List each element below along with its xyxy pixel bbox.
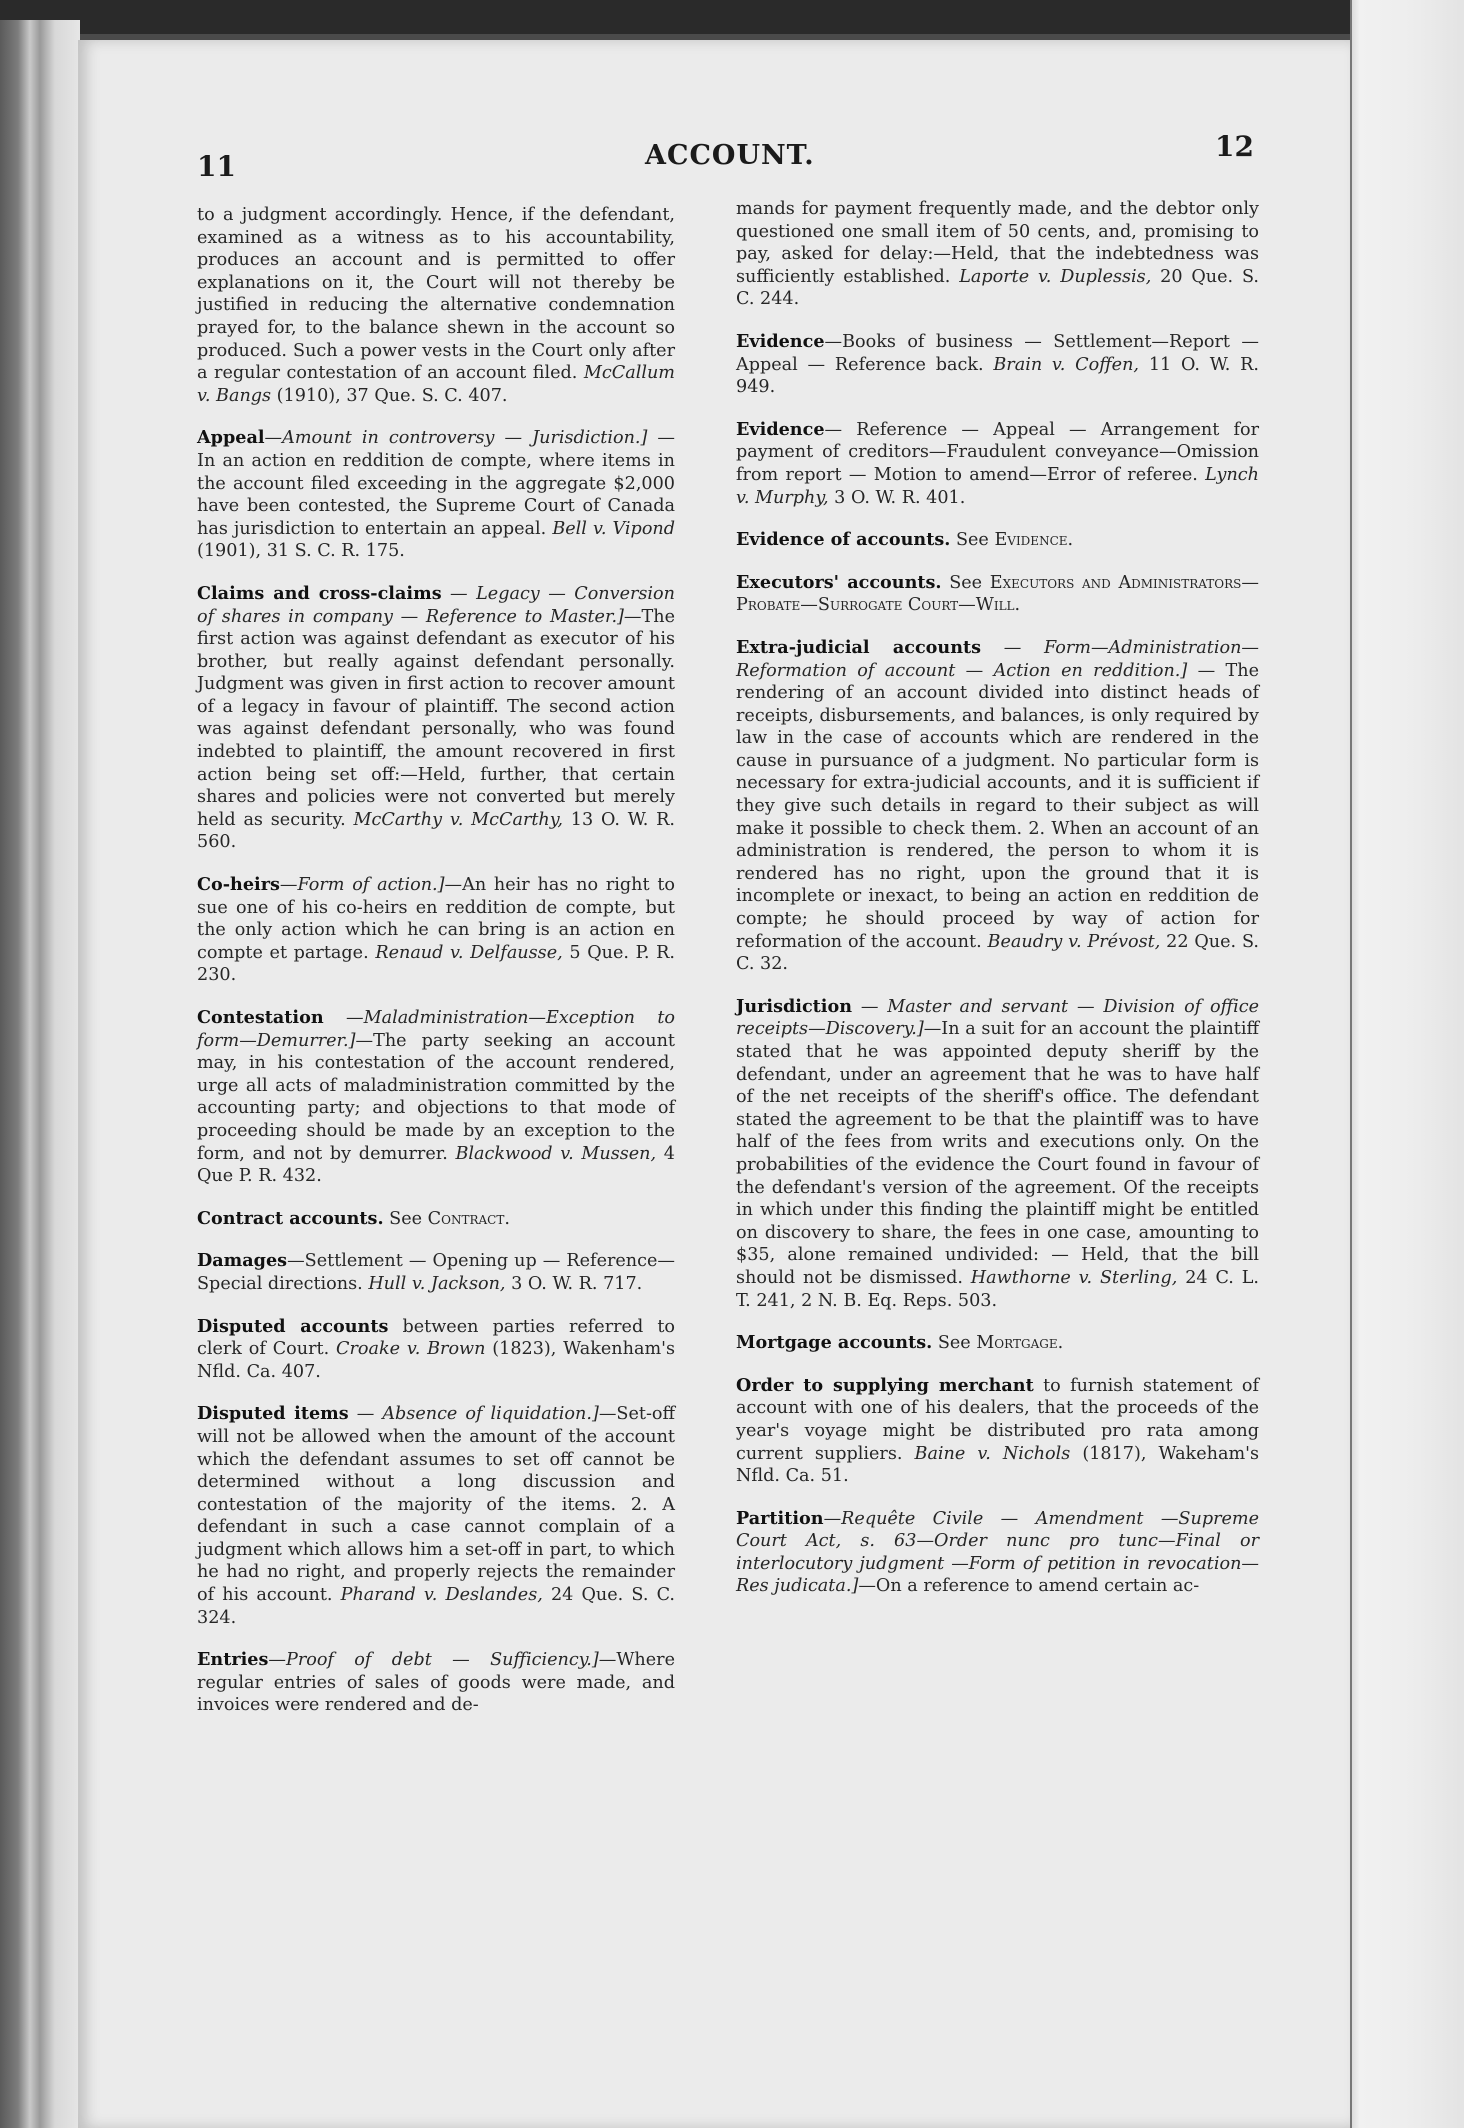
entry-text: —Set-off will not be allowed when the amount of the account which the defendant assumes to set off cannot be determined without a long discussion and contestation of the majority of the items. 2. A defendant in such a case cannot complain of a judgment which allows him a set-off in part, to which he had no right, and properly rejects the remainder of his account.: [197, 1404, 675, 1606]
entry-heading: Claims and cross-claims: [197, 582, 442, 604]
right-page-number: 12: [1215, 130, 1254, 163]
case-name: Brain v. Coffen,: [993, 354, 1140, 375]
digest-entry: [197, 1250, 675, 1295]
citation: 13 O. W. R. 560.: [197, 809, 675, 853]
entry-heading: Appeal: [197, 427, 265, 449]
cross-reference: Mortgage.: [976, 1333, 1064, 1354]
digest-entry: [197, 1208, 675, 1231]
entry-text: mands for payment frequently made, and the debtor only questioned one small item of 50 cents, and, promising to pay, asked for delay:—Held, that the indebtedness was sufficiently established.: [736, 199, 1259, 287]
citation: 3 O. W. R. 401.: [828, 487, 966, 508]
citation: (1823), Wakenham's Nfld. Ca. 407.: [197, 1339, 675, 1382]
entry-text: to a judgment accordingly. Hence, if the defendant, examined as a witness as to his accountability, produces an account and is permitted to offer explanations on it, the Court will not thereby be justified in reducing the alternative condemnation prayed for, to the balance shewn in the account so produced. Such a power vests in the Court only after a regular contestation of an account filed.: [197, 205, 675, 384]
entry-heading: Contestation: [197, 1007, 324, 1028]
case-name: Hawthorne v. Sterling,: [970, 1267, 1178, 1288]
citation: 5 Que. P. R. 230.: [197, 942, 675, 986]
digest-entry: [736, 1375, 1259, 1488]
entry-subject: —Amount in controversy — Jurisdiction.]: [264, 428, 648, 449]
entry-heading: Executors' accounts.: [736, 571, 942, 593]
case-name: Lynch v. Murphy,: [736, 464, 1259, 508]
left-page-number: 11: [197, 150, 236, 183]
digest-entry: [197, 874, 675, 987]
entry-subject: —Form of action.]: [279, 875, 445, 896]
entry-heading: Damages: [197, 1250, 288, 1272]
citation: 22 Que. S. C. 32.: [736, 931, 1259, 975]
continued-paragraph: [736, 198, 1259, 311]
entry-text: —Where regular entries of sales of goods were made, and invoices were rendered and de-: [197, 1650, 675, 1716]
entry-subject: —Proof of debt — Sufficiency.]: [268, 1650, 599, 1671]
digest-entry: [197, 1649, 675, 1717]
citation: 4 Que P. R. 432.: [197, 1143, 675, 1187]
entry-heading: Contract accounts.: [197, 1207, 384, 1229]
case-name: Bell v. Vipond: [552, 518, 675, 539]
left-column: [197, 204, 675, 1737]
entry-text: See: [932, 1333, 977, 1354]
book-spine-edge: [0, 20, 80, 2128]
entry-text: —An heir has no right to sue one of his co-heirs en reddition de compte, but the only action which he can bring is an action en compte et partage.: [197, 875, 675, 963]
entry-heading: Extra-judicial accounts: [736, 636, 982, 658]
entry-text: — In an action en reddition de compte, where items in the account filed exceeding in the aggregate $2,000 have been contested, the Supreme Court of Canada has jurisdiction to entertain an appeal.: [197, 428, 675, 539]
digest-entry: [736, 637, 1259, 976]
running-head: ACCOUNT.: [645, 140, 815, 171]
case-name: McCallum v. Bangs: [197, 363, 675, 406]
digest-entry: [197, 1403, 675, 1629]
citation: (1901), 31 S. C. R. 175.: [197, 541, 405, 562]
case-name: Beaudry v. Prévost,: [987, 931, 1161, 952]
continued-paragraph: [197, 204, 675, 407]
entry-heading: Partition: [736, 1507, 824, 1529]
case-name: Blackwood v. Mussen,: [455, 1143, 657, 1164]
cross-reference: Evidence.: [994, 530, 1074, 551]
case-name: Hull v. Jackson,: [368, 1273, 506, 1294]
entry-subject: —Maladministration—Exception to form—Demurrer.]: [197, 1008, 675, 1051]
digest-entry: [736, 572, 1259, 617]
entry-heading: Order to supplying merchant: [736, 1374, 1034, 1396]
entry-heading: Evidence: [736, 330, 825, 352]
digest-entry: [736, 331, 1259, 399]
entry-subject: — Absence of liquidation.]: [348, 1404, 599, 1425]
entry-text: between parties referred to clerk of Court.: [197, 1316, 675, 1360]
digest-entry: [197, 1316, 675, 1384]
cross-reference: Executors and Administrators—Probate—Surrogate Court—Will.: [736, 572, 1259, 616]
citation: 24 C. L. T. 241, 2 N. B. Eq. Reps. 503.: [736, 1267, 1260, 1311]
case-name: Pharand v. Deslandes,: [340, 1585, 543, 1606]
cross-reference: Contract.: [427, 1208, 510, 1229]
citation: (1817), Wakeham's Nfld. Ca. 51.: [736, 1443, 1259, 1487]
citation: 20 Que. S. C. 244.: [736, 266, 1259, 310]
entry-text: —On a reference to amend certain ac-: [858, 1576, 1200, 1597]
entry-text: — Reference — Appeal — Arrangement for payment of creditors—Fraudulent conveyance—Omission from report — Motion to amend—Error of referee.: [736, 419, 1259, 485]
case-name: Renaud v. Delfausse,: [375, 942, 563, 963]
entry-subject: —Requête Civile — Amendment —Supreme Court Act, s. 63—Order nunc pro tunc—Final or interlocutory judgment —Form of petition in revocation—Res judicata.]: [736, 1508, 1259, 1597]
scan-border: [0, 0, 1464, 34]
citation: 3 O. W. R. 717.: [505, 1273, 643, 1294]
entry-heading: Co-heirs: [197, 874, 280, 896]
entry-heading: Evidence: [736, 418, 825, 440]
entry-heading: Jurisdiction: [736, 995, 853, 1017]
right-column: [736, 198, 1259, 1618]
entry-text: —The party seeking an account may, in his contestation of the account rendered, urge all acts of maladministration committed by the accounting party; and objections to that mode of proceeding should be made by an exception to the form, and not by demurrer.: [197, 1030, 675, 1164]
entry-text: — The rendering of an account divided into distinct heads of receipts, disbursements, and balances, is only required by law in the case of accounts which are rendered in the cause in pursuance of a judgment. No particular form is necessary for extra-judicial accounts, and it is sufficient if they give such details in regard to their subject as will make it possible to check them. 2. When an account of an administration is rendered, the person to whom it is rendered has no right, upon the ground that it is incomplete or inexact, to being an action en reddition de compte; he should proceed by way of action for reformation of the account.: [736, 660, 1259, 952]
citation: 11 O. W. R. 949.: [736, 354, 1259, 398]
case-name: Laporte v. Duplessis,: [959, 266, 1152, 287]
entry-text: See: [950, 530, 995, 551]
adjacent-page-edge: [1350, 0, 1464, 2128]
case-name: Baine v. Nichols: [914, 1443, 1071, 1464]
entry-text: —The first action was against defendant as executor of his brother, but really against defendant personally. Judgment was given in first action to recover amount of a legacy in favour of plaintiff. The second action was against defendant personally, who was found indebted to plaintiff, the amount recovered in first action being set off:—Held, further, that certain shares and policies were not converted but merely held as security.: [197, 606, 675, 830]
entry-subject: — Form—Administration—Reformation of account — Action en reddition.]: [736, 637, 1259, 681]
entry-text: See: [941, 572, 990, 593]
digest-entry: [736, 1332, 1259, 1355]
digest-entry: [197, 427, 675, 563]
citation: (1910), 37 Que. S. C. 407.: [271, 385, 508, 406]
entry-text: See: [383, 1208, 428, 1229]
case-name: Croake v. Brown: [336, 1339, 486, 1360]
digest-entry: [736, 1508, 1259, 1598]
entry-heading: Disputed accounts: [197, 1315, 389, 1337]
entry-heading: Mortgage accounts.: [736, 1332, 933, 1354]
entry-heading: Disputed items: [197, 1403, 349, 1425]
entry-text: —Settlement — Opening up — Reference—Special directions.: [197, 1251, 675, 1294]
entry-heading: Evidence of accounts.: [736, 529, 951, 551]
entry-heading: Entries: [197, 1649, 269, 1671]
entry-text: —Books of business — Settlement—Report — Appeal — Reference back.: [736, 331, 1259, 375]
digest-entry: [197, 1007, 675, 1188]
entry-subject: — Master and servant — Division of office receipts—Discovery.]: [736, 996, 1259, 1040]
digest-entry: [736, 529, 1259, 552]
entry-text: —In a suit for an account the plaintiff stated that he was appointed deputy sheriff by the defendant, under an agreement that he was to have half of the net receipts of the sheriff's office. The defendant stated the agreement to be that the plaintiff was to have half of the fees from writs and executions only. On the probabilities of the evidence the Court found in favour of the defendant's version of the agreement. Of the receipts in which under this finding the plaintiff might be entitled on discovery to share, the fees in one case, amounting to $35, alone remained undivided: — Held, that the bill should not be dismissed.: [736, 1019, 1259, 1288]
entry-text: to furnish statement of account with one of his dealers, that the proceeds of the year's voyage might be distributed pro rata among current suppliers.: [736, 1375, 1259, 1464]
digest-entry: [736, 996, 1259, 1312]
entry-subject: — Legacy — Conversion of shares in company — Reference to Master.]: [197, 583, 675, 627]
digest-entry: [197, 583, 675, 854]
case-name: McCarthy v. McCarthy,: [353, 809, 563, 830]
citation: 24 Que. S. C. 324.: [197, 1585, 675, 1628]
digest-entry: [736, 419, 1259, 509]
